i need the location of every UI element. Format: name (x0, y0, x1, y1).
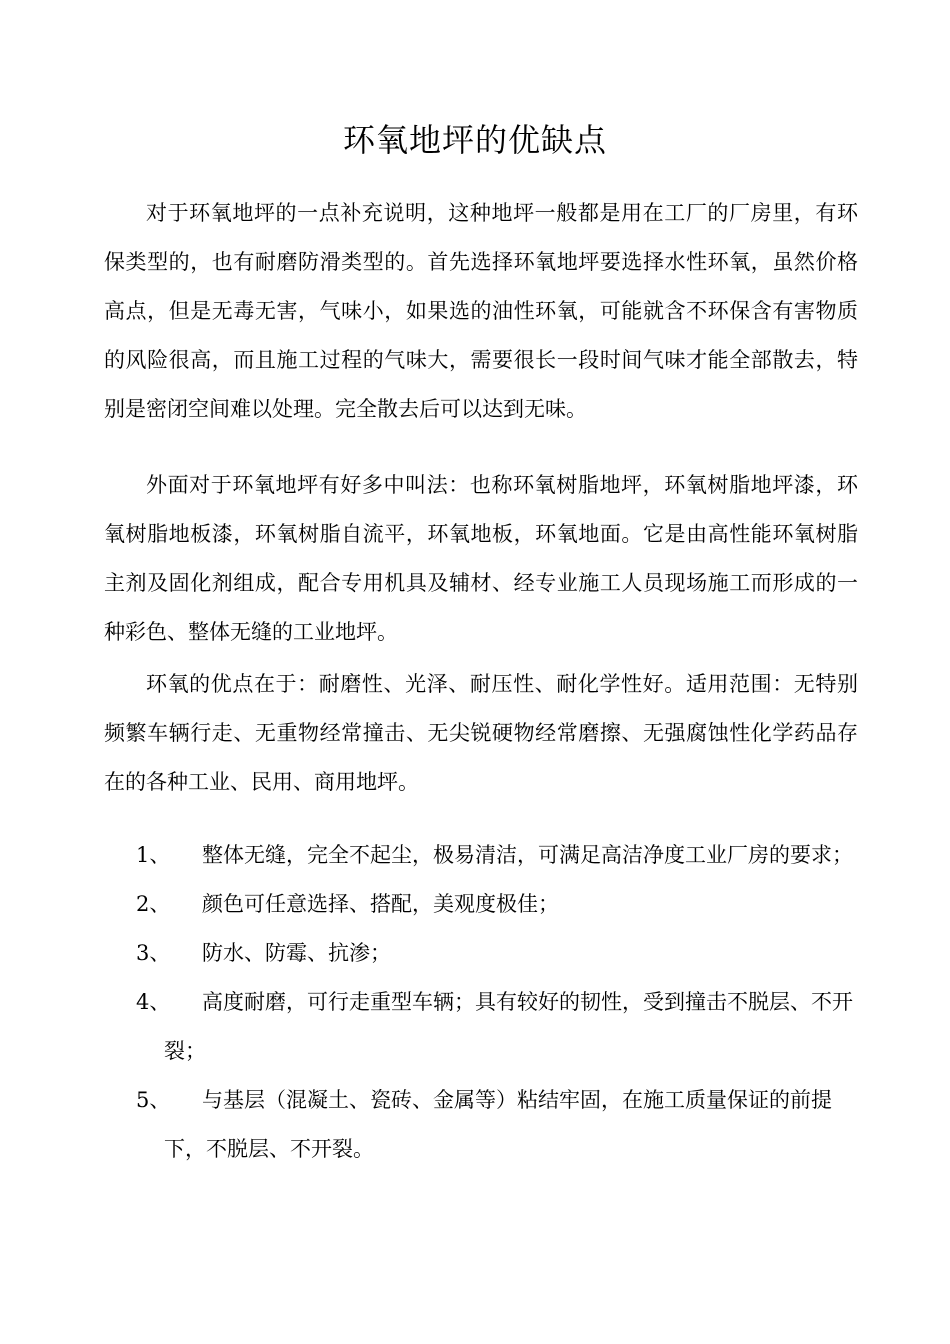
list-item (104, 831, 858, 880)
list-item (104, 978, 858, 1076)
list-item-text: 防水、防霉、抗渗； (202, 941, 391, 965)
list-item-text: 整体无缝，完全不起尘，极易清洁，可满足高洁净度工业厂房的要求； (202, 843, 853, 867)
list-item-number: 3、 (136, 941, 171, 965)
paragraph-names: 外面对于环氧地坪有好多中叫法：也称环氧树脂地坪，环氧树脂地坪漆，环氧树脂地板漆，环氧树脂自流平，环氧地板，环氧地面。它是由高性能环氧树脂主剂及固化剂组成，配合专用机具及辅材、经专业施工人员现场施工而形成的一种彩色、整体无缝的工业地坪。 (104, 473, 858, 644)
paragraph-advantages: 环氧的优点在于：耐磨性、光泽、耐压性、耐化学性好。适用范围：无特别频繁车辆行走、无重物经常撞击、无尖锐硬物经常磨擦、无强腐蚀性化学药品存在的各种工业、民用、商用地坪。 (104, 672, 858, 794)
list-item-number: 2、 (136, 892, 171, 916)
list-item-text: 与基层（混凝土、瓷砖、金属等）粘结牢固，在施工质量保证的前提下，不脱层、不开裂。 (164, 1088, 832, 1161)
list-item (104, 929, 858, 978)
list-item-number: 4、 (136, 990, 171, 1014)
document-title: 环氧地坪的优缺点 (342, 121, 607, 159)
list-item-text: 高度耐磨，可行走重型车辆；具有较好的韧性，受到撞击不脱层、不开裂； (164, 990, 853, 1063)
list-item (104, 1076, 858, 1174)
list-item (104, 880, 858, 929)
list-item-text: 颜色可任意选择、搭配，美观度极佳； (202, 892, 559, 916)
paragraph-supplement: 对于环氧地坪的一点补充说明，这种地坪一般都是用在工厂的厂房里，有环保类型的，也有耐磨防滑类型的。首先选择环氧地坪要选择水性环氧，虽然价格高点，但是无毒无害，气味小，如果选的油性环氧，可能就含不环保含有害物质的风险很高，而且施工过程的气味大，需要很长一段时间气味才能全部散去，特别是密闭空间难以处理。完全散去后可以达到无味。 (104, 201, 858, 421)
list-item-number: 1、 (136, 843, 171, 867)
advantages-list (104, 831, 858, 1174)
list-item-number: 5、 (136, 1088, 171, 1112)
